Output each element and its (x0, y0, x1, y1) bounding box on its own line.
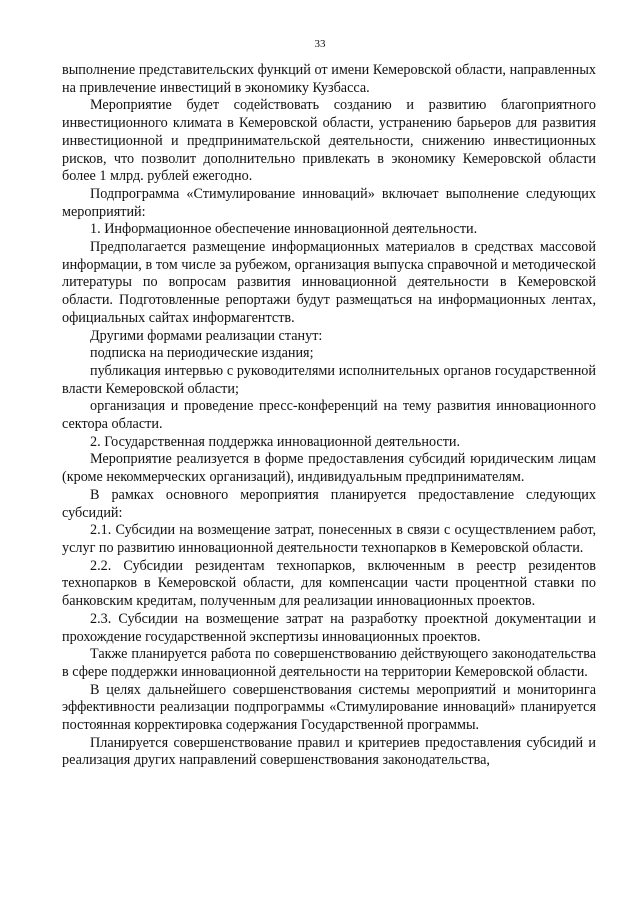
heading-information-support: 1. Информационное обеспечение инновационной деятельности. (90, 221, 478, 238)
paragraph-subsidies-intro: В рамках основного мероприятия планируется предоставление следующих субсидий: (62, 486, 596, 521)
page-number: 33 (314, 38, 326, 50)
list-item-interviews: публикация интервью с руководителями исполнительных органов государственной власти Кемеровской области; (62, 362, 596, 397)
paragraph-monitoring: В целях дальнейшего совершенствования системы мероприятий и мониторинга эффективности реализации подпрограммы «Стимулирование инноваций» планируется постоянная корректировка содержания Государственной программы. (62, 681, 596, 734)
paragraph-investment-climate: Мероприятие будет содействовать созданию и развитию благоприятного инвестиционного климата в Кемеровской области, устранению барьеров для развития инвестиционной и предпринимательской деятельности, снижению инвестиционных рисков, что позволит дополнительно привлекать в экономику Кемеровской области более 1 млрд. рублей ежегодно. (62, 97, 596, 185)
document-body (62, 62, 596, 770)
paragraph-subprogram-intro: Подпрограмма «Стимулирование инноваций» включает выполнение следующих мероприятий: (62, 185, 596, 220)
heading-state-support: 2. Государственная поддержка инновационной деятельности. (90, 433, 461, 450)
list-item-subsidy-2-3: 2.3. Субсидии на возмещение затрат на разработку проектной документации и прохождение государственной экспертизы инновационных проектов. (62, 610, 596, 645)
paragraph-information-materials: Предполагается размещение информационных материалов в средствах массовой информации, в том числе за рубежом, организация выпуска справочной и методической литературы по вопросам развития инновационной деятельности в Кемеровской области. Подготовленные репортажи будут размещаться на информационных лентах, официальных сайтах информагентств. (62, 239, 596, 326)
list-item-subsidy-2-2: 2.2. Субсидии резидентам технопарков, включенным в реестр резидентов технопарков в Кемеровской области, для компенсации части процентной ставки по банковским кредитам, полученным для реализации инновационных проектов. (62, 557, 596, 610)
list-item-subscription: подписка на периодические издания; (90, 345, 314, 362)
paragraph-continuation: выполнение представительских функций от имени Кемеровской области, направленных на привлечение инвестиций в экономику Кузбасса. (62, 62, 596, 96)
paragraph-legislation: Также планируется работа по совершенствованию действующего законодательства в сфере поддержки инновационной деятельности на территории Кемеровской области. (62, 646, 596, 680)
paragraph-other-forms: Другими формами реализации станут: (90, 327, 323, 344)
paragraph-subsidy-form: Мероприятие реализуется в форме предоставления субсидий юридическим лицам (кроме некоммерческих организаций), индивидуальным предпринимателям. (62, 451, 596, 486)
paragraph-rules-improvement: Планируется совершенствование правил и критериев предоставления субсидий и реализация других направлений совершенствования законодательства, (62, 734, 596, 769)
list-item-press-conferences: организация и проведение пресс-конференций на тему развития инновационного сектора области. (62, 398, 596, 433)
list-item-subsidy-2-1: 2.1. Субсидии на возмещение затрат, понесенных в связи с осуществлением работ, услуг по развитию инновационной деятельности технопарков в Кемеровской области. (62, 522, 596, 556)
